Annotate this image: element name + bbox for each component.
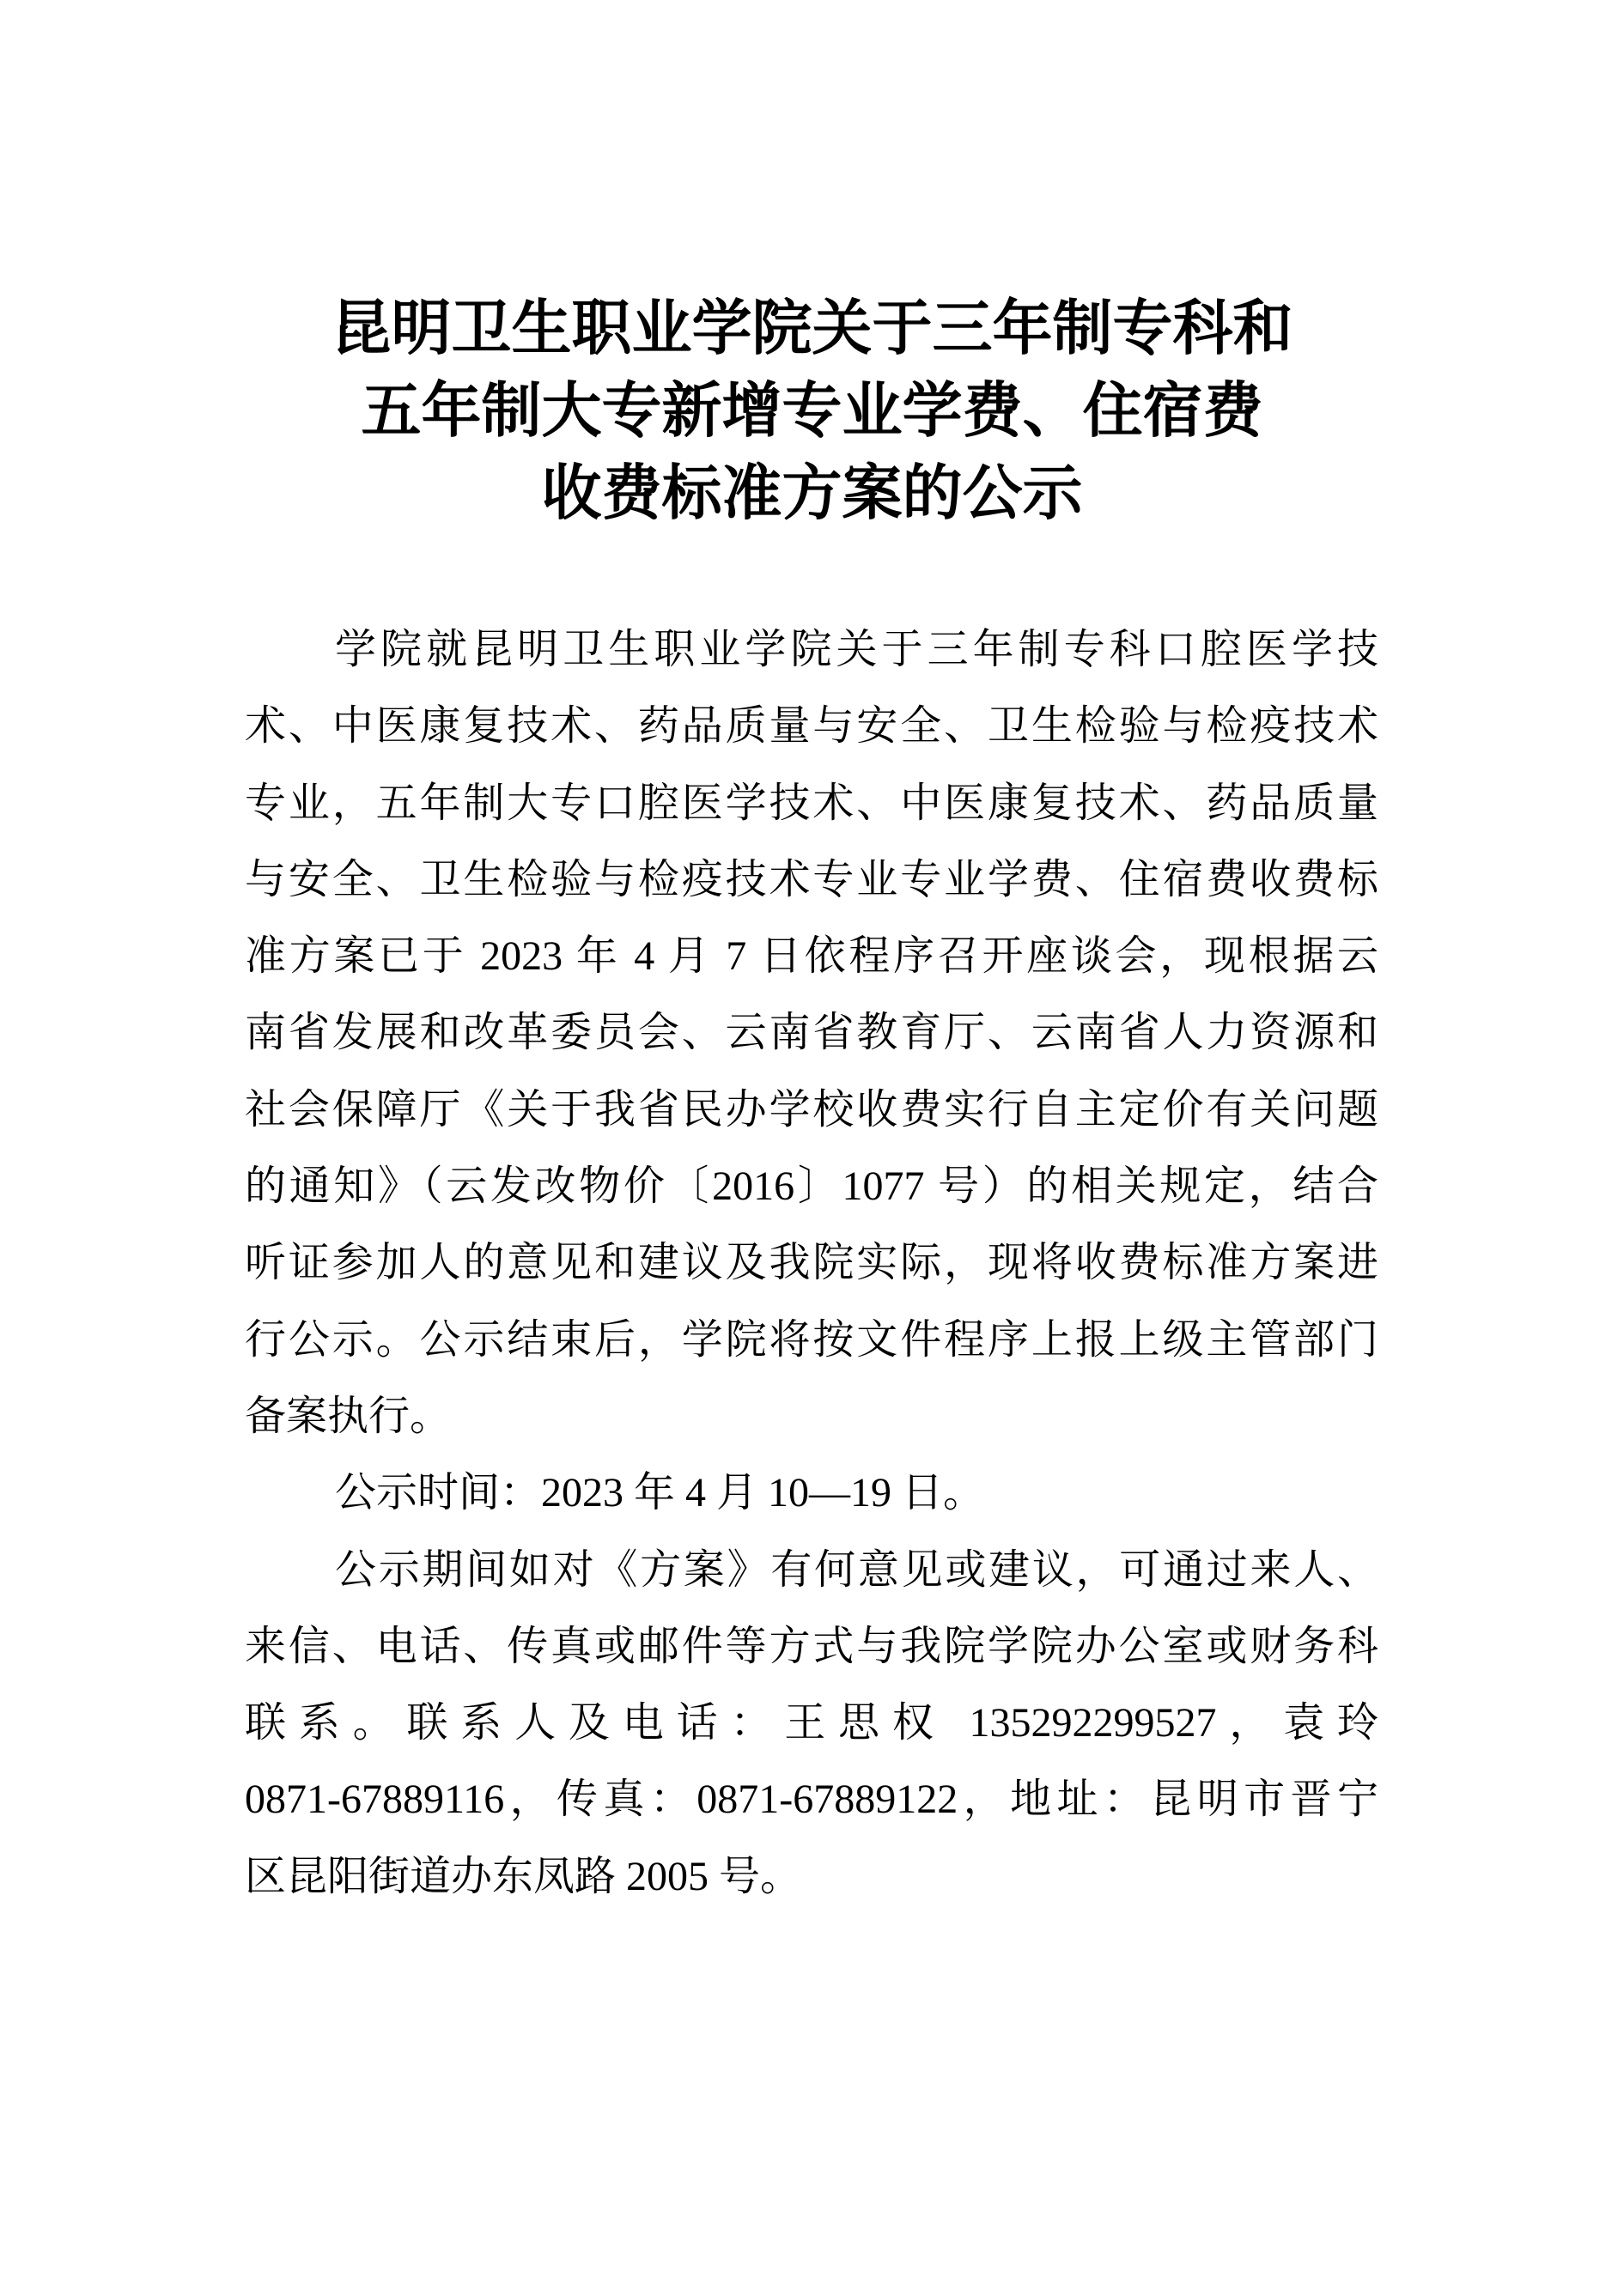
- document-title: [0, 289, 1624, 536]
- body-line-fax-address: 0871-67889116，传真：0871-67889122，地址：昆明市晋宁: [245, 1777, 1378, 1823]
- title-line-1: 昆明卫生职业学院关于三年制专科和: [331, 296, 1293, 362]
- title-line-3: 收费标准方案的公示: [541, 461, 1083, 527]
- body-line: 学院就昆明卫生职业学院关于三年制专科口腔医学技: [335, 627, 1378, 672]
- body-line: 听证参加人的意见和建议及我院实际，现将收费标准方案进: [245, 1240, 1378, 1286]
- document-body: [245, 611, 1378, 1915]
- body-line: 来信、电话、传真或邮件等方式与我院学院办公室或财务科: [245, 1623, 1378, 1669]
- body-line: 的通知》（云发改物价〔2016〕1077 号）的相关规定，结合: [245, 1163, 1378, 1210]
- body-line: 行公示。公示结束后，学院将按文件程序上报上级主管部门: [245, 1316, 1378, 1363]
- body-line: 专业，五年制大专口腔医学技术、中医康复技术、药品质量: [245, 780, 1378, 826]
- body-line: 术、中医康复技术、药品质量与安全、卫生检验与检疫技术: [245, 703, 1378, 750]
- body-line-public-notice-period: 公示时间：2023 年 4 月 10—19 日。: [335, 1470, 985, 1516]
- body-line: 社会保障厅《关于我省民办学校收费实行自主定价有关问题: [245, 1086, 1378, 1133]
- body-line-contact-phone: 联系。联系人及电话：王思权 135292299527，袁玲: [245, 1700, 1378, 1746]
- body-line: 备案执行。: [245, 1393, 452, 1439]
- body-line: 南省发展和改革委员会、云南省教育厅、云南省人力资源和: [245, 1010, 1378, 1056]
- title-line-2: 五年制大专新增专业学费、住宿费: [361, 379, 1263, 445]
- body-line: 与安全、卫生检验与检疫技术专业专业学费、住宿费收费标: [245, 856, 1378, 902]
- body-line: 准方案已于 2023 年 4 月 7 日依程序召开座谈会，现根据云: [245, 933, 1378, 980]
- body-line-address-end: 区昆阳街道办东凤路 2005 号。: [245, 1853, 802, 1899]
- body-line: 公示期间如对《方案》有何意见或建议，可通过来人、: [335, 1546, 1378, 1593]
